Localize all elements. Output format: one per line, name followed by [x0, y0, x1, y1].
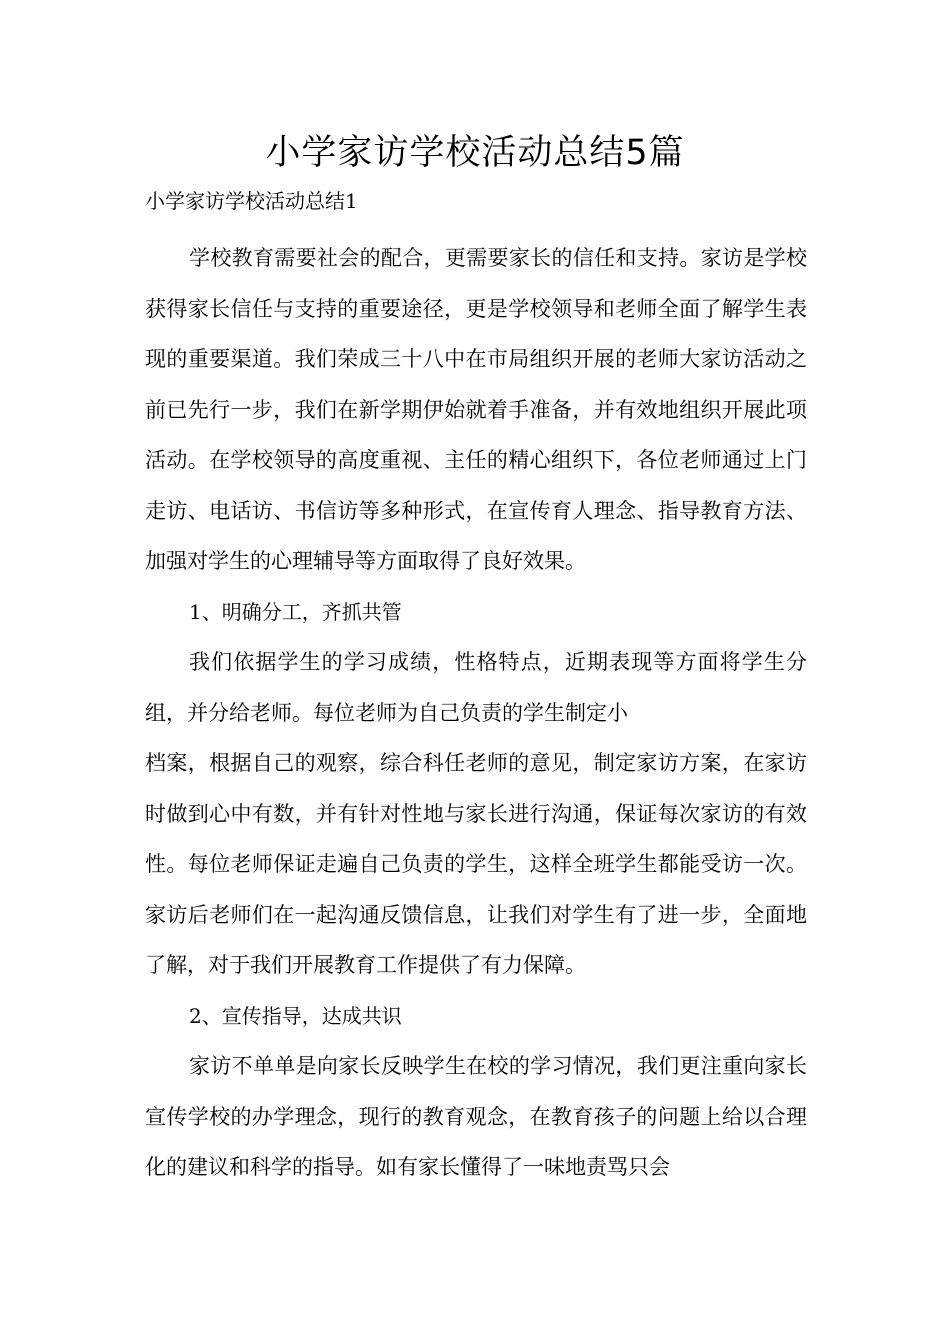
paragraph: 家访不单单是向家长反映学生在校的学习情况，我们更注重向家长宣传学校的办学理念，现行的教育观念，在教育孩子的问题上给以合理化的建议和科学的指导。如有家长懂得了一味地责骂只会 — [145, 1054, 807, 1179]
section-heading: 2、宣传指导，达成共识 — [189, 1003, 402, 1028]
document-body — [145, 233, 807, 1193]
document-title: 小学家访学校活动总结5篇 — [265, 133, 685, 173]
paragraph: 我们依据学生的学习成绩，性格特点，近期表现等方面将学生分组，并分给老师。每位老师为自己负责的学生制定小 — [145, 650, 807, 725]
section-heading: 1、明确分工，齐抓共管 — [189, 599, 402, 624]
document-subtitle: 小学家访学校活动总结1 — [145, 189, 358, 213]
paragraph: 档案，根据自己的观察，综合科任老师的意见，制定家访方案，在家访时做到心中有数，并有针对性地与家长进行沟通，保证每次家访的有效性。每位老师保证走遍自己负责的学生，这样全班学生都能受访一次。家访后老师们在一起沟通反馈信息，让我们对学生有了进一步，全面地了解，对于我们开展教育工作提供了有力保障。 — [145, 751, 807, 977]
paragraph: 学校教育需要社会的配合，更需要家长的信任和支持。家访是学校获得家长信任与支持的重要途径，更是学校领导和老师全面了解学生表现的重要渠道。我们荣成三十八中在市局组织开展的老师大家访活动之前已先行一步，我们在新学期伊始就着手准备，并有效地组织开展此项活动。在学校领导的高度重视、主任的精心组织下，各位老师通过上门走访、电话访、书信访等多种形式，在宣传育人理念、指导教育方法、加强对学生的心理辅导等方面取得了良好效果。 — [145, 246, 807, 573]
